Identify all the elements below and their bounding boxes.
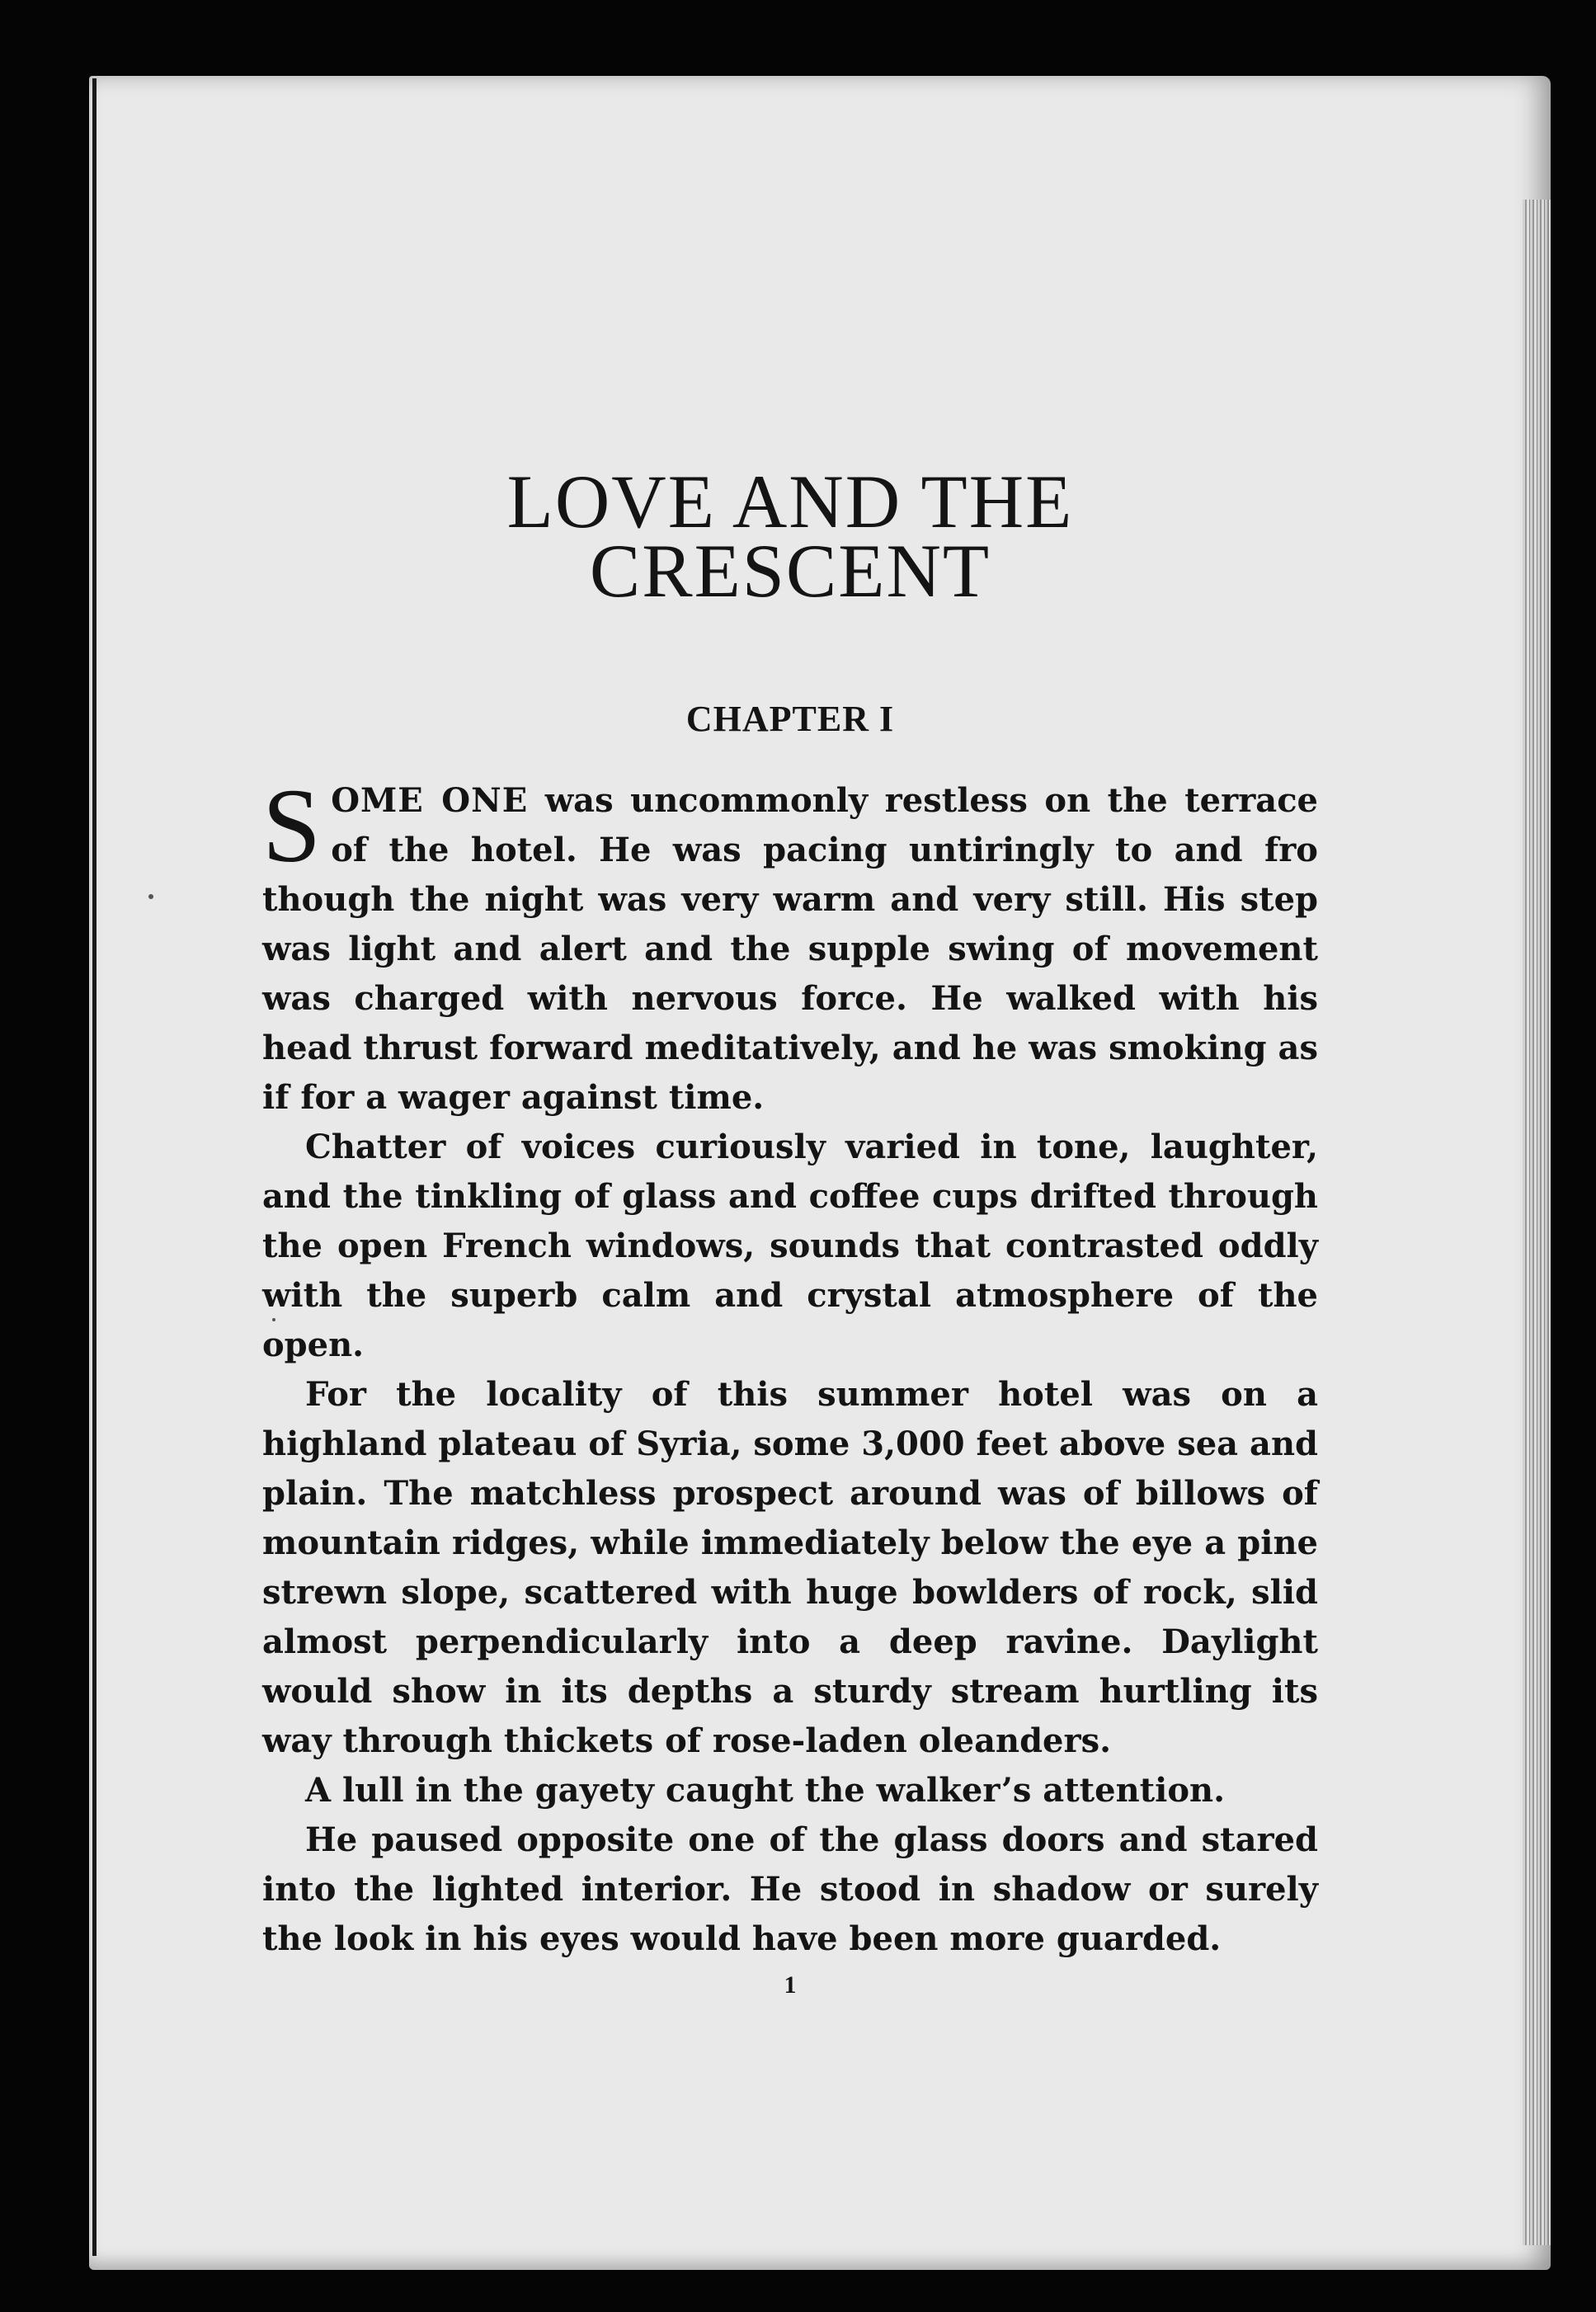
title-line-2: CRESCENT (589, 529, 991, 613)
chapter-heading: CHAPTER I (685, 699, 895, 739)
page-edge-shading (1523, 200, 1551, 2245)
paragraph-2: Chatter of voices curiously varied in tone, laughter, and the tinkling of glass and coffee cups drifted through the open French windows, sounds that contrasted oddly with the superb calm and crystal atmosphere of the open. (262, 1128, 1318, 1364)
page-number: 1 (784, 1971, 797, 1999)
paragraph-4: A lull in the gayety caught the walker’s attention. (305, 1771, 1226, 1810)
gutter-line (92, 78, 97, 2256)
dust-speck (148, 894, 153, 899)
paragraph-1 (262, 767, 1318, 1123)
page-content (262, 459, 1318, 1999)
drop-cap: S (262, 767, 322, 884)
paragraph-5: He paused opposite one of the glass doors and stared into the lighted interior. He stood in shadow or surely the look in his eyes would have been more guarded. (262, 1820, 1318, 1958)
opening-words: OME ONE (331, 781, 529, 820)
paragraph-3: For the locality of this summer hotel was on a highland plateau of Syria, some 3,000 feet above sea and plain. The matchless prospect around was of billows of mountain ridges, while immediately below the eye a pine strewn slope, scattered with huge bowlders of rock, slid almost perpendicularly into a deep ravine. Daylight would show in its depths a sturdy stream hurtling its way through thickets of rose-laden oleanders. (262, 1375, 1318, 1760)
paragraph-1-text: was uncommonly restless on the terrace of the hotel. He was pacing untiringly to and fro though the night was very warm and very still. His step was light and alert and the supple swing of movement was charged with nervous force. He walked with his head thrust forward meditatively, and he was smoking as if for a wager against time. (262, 781, 1318, 1117)
book-title (262, 459, 1318, 613)
title-line-1: LOVE AND THE (506, 459, 1074, 544)
